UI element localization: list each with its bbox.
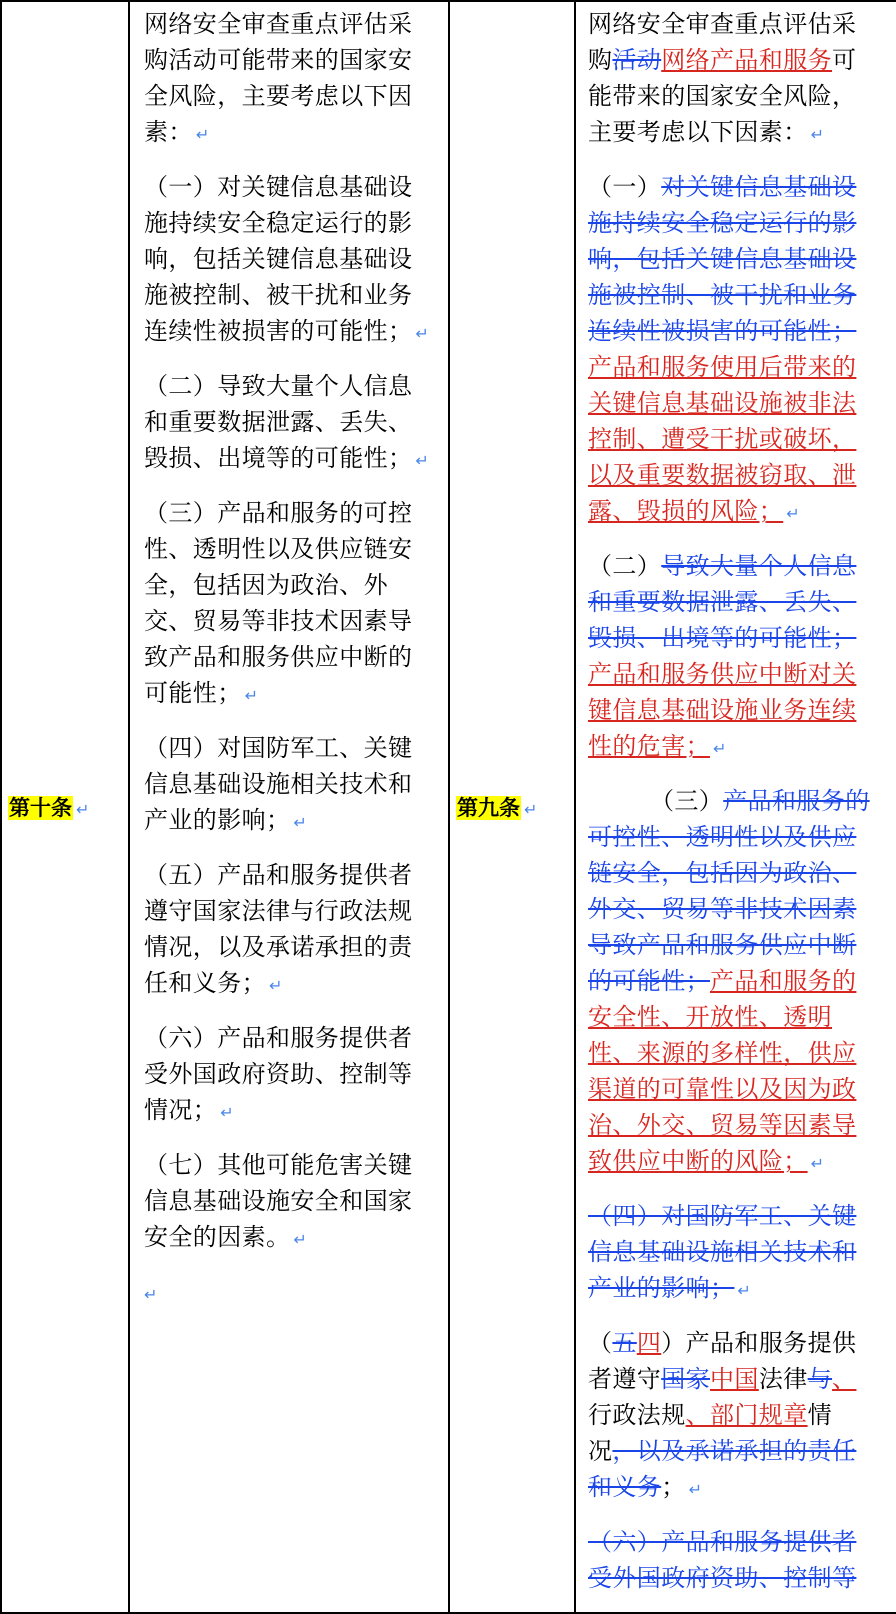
right-article-label: 第九条	[457, 796, 520, 820]
left-paragraph-4: （四）对国防军工、关键信息基础设施相关技术和产业的影响； ↵	[144, 734, 413, 834]
left-paragraph-1: （一）对关键信息基础设施持续安全稳定运行的影响，包括关键信息基础设施被控制、被干扰和业务连续性被损害的可能性； ↵	[144, 173, 430, 345]
inserted-text: 、部门规章	[685, 1401, 808, 1429]
left-article-label-cell	[1, 1, 129, 1613]
deleted-text: （四）对国防军工、关键信息基础设施相关技术和产业的影响；	[588, 1202, 857, 1302]
deleted-text: （六）产品和服务提供者受外国政府资助、控制等	[588, 1528, 857, 1592]
right-paragraph-6-deleted	[588, 1524, 880, 1596]
deleted-text: 对关键信息基础设施持续安全稳定运行的影响，包括关键信息基础设施被控制、被干扰和业务连续性被损害的可能性；	[588, 173, 857, 345]
right-paragraph-1: （一）对关键信息基础设施持续安全稳定运行的影响，包括关键信息基础设施被控制、被干扰和业务连续性被损害的可能性；产品和服务使用后带来的关键信息基础设施被非法控制、遭受干扰或破坏，以及重要数据被窃取、泄露、毁损的风险； ↵	[588, 173, 857, 525]
left-paragraph-3: （三）产品和服务的可控性、透明性以及供应链安全，包括因为政治、外交、贸易等非技术因素导致产品和服务供应中断的可能性； ↵	[144, 499, 413, 707]
inserted-text: 中国	[710, 1365, 759, 1393]
deleted-text: 产品和服务的可控性、透明性以及供应链安全，包括因为政治、外交、贸易等非技术因素导致产品和服务供应中断的可能性；	[588, 787, 870, 995]
paragraph-mark-icon: ↵	[195, 125, 210, 144]
left-article-body-cell	[129, 1, 449, 1613]
left-article-text	[130, 2, 448, 1313]
inserted-text: 、	[832, 1365, 857, 1393]
right-paragraph-4-deleted	[588, 1198, 880, 1309]
inserted-text: 产品和服务的安全性、开放性、透明性、来源的多样性，供应渠道的可靠性以及因为政治、外交、贸易等因素导致供应中断的风险；	[588, 967, 857, 1175]
paragraph-mark-icon: ↵	[76, 800, 90, 819]
right-paragraph-5: （五四）产品和服务提供者遵守国家中国法律与、行政法规、部门规章情况，以及承诺承担的责任和义务； ↵	[588, 1329, 857, 1501]
paragraph-mark-icon: ↵	[415, 451, 430, 470]
deleted-text: 国家	[661, 1365, 711, 1393]
deleted-text: ，以及承诺承担的责任和义务	[588, 1437, 857, 1501]
paragraph-mark-icon: ↵	[810, 1154, 825, 1173]
left-empty-paragraph	[144, 1274, 434, 1313]
paragraph-mark-icon: ↵	[220, 1103, 235, 1122]
inserted-text: 网络产品和服务	[661, 46, 833, 74]
paragraph-mark-icon: ↵	[144, 1285, 158, 1304]
right-article-text	[576, 2, 896, 1596]
paragraph-mark-icon: ↵	[810, 125, 825, 144]
inserted-text: 产品和服务使用后带来的关键信息基础设施被非法控制、遭受干扰或破坏，以及重要数据被窃取、泄露、毁损的风险；	[588, 353, 857, 525]
right-article-label-cell	[449, 1, 575, 1613]
paragraph-mark-icon: ↵	[293, 813, 308, 832]
left-paragraph-5: （五）产品和服务提供者遵守国家法律与行政法规情况，以及承诺承担的责任和义务； ↵	[144, 861, 413, 997]
deleted-text: 与	[807, 1365, 833, 1393]
deleted-text: 五	[612, 1329, 637, 1357]
right-paragraph-3: （三）产品和服务的可控性、透明性以及供应链安全，包括因为政治、外交、贸易等非技术因素导致产品和服务供应中断的可能性；产品和服务的安全性、开放性、透明性、来源的多样性，供应渠道的可靠性以及因为政治、外交、贸易等因素导致供应中断的风险； ↵	[588, 787, 870, 1175]
paragraph-mark-icon: ↵	[524, 800, 538, 819]
paragraph-mark-icon: ↵	[244, 686, 259, 705]
right-article-body-cell	[575, 1, 896, 1613]
right-paragraph-2: （二）导致大量个人信息和重要数据泄露、丢失、毁损、出境等的可能性；产品和服务供应中断对关键信息基础设施业务连续性的危害； ↵	[588, 552, 857, 760]
table-row	[1, 1, 896, 1613]
paragraph-mark-icon: ↵	[737, 1281, 752, 1300]
paragraph-mark-icon: ↵	[415, 324, 430, 343]
inserted-text: 产品和服务供应中断对关键信息基础设施业务连续性的危害；	[588, 660, 857, 760]
paragraph-mark-icon: ↵	[786, 504, 801, 523]
deleted-text: 活动	[612, 46, 662, 74]
left-paragraph-6: （六）产品和服务提供者受外国政府资助、控制等情况； ↵	[144, 1024, 413, 1124]
paragraph-mark-icon: ↵	[713, 739, 727, 758]
inserted-text: 四	[636, 1329, 662, 1357]
right-paragraph-intro: 网络安全审查重点评估采购活动网络产品和服务可能带来的国家安全风险，主要考虑以下因素： ↵	[588, 10, 857, 146]
paragraph-mark-icon: ↵	[269, 976, 283, 995]
left-paragraph-2: （二）导致大量个人信息和重要数据泄露、丢失、毁损、出境等的可能性； ↵	[144, 372, 430, 472]
deleted-text: 导致大量个人信息和重要数据泄露、丢失、毁损、出境等的可能性；	[588, 552, 857, 652]
left-paragraph-7: （七）其他可能危害关键信息基础设施安全和国家安全的因素。 ↵	[144, 1151, 413, 1251]
paragraph-mark-icon: ↵	[293, 1230, 308, 1249]
left-paragraph-intro: 网络安全审查重点评估采购活动可能带来的国家安全风险，主要考虑以下因素： ↵	[144, 10, 413, 146]
left-article-label: 第十条	[9, 796, 72, 820]
paragraph-mark-icon: ↵	[688, 1480, 703, 1499]
